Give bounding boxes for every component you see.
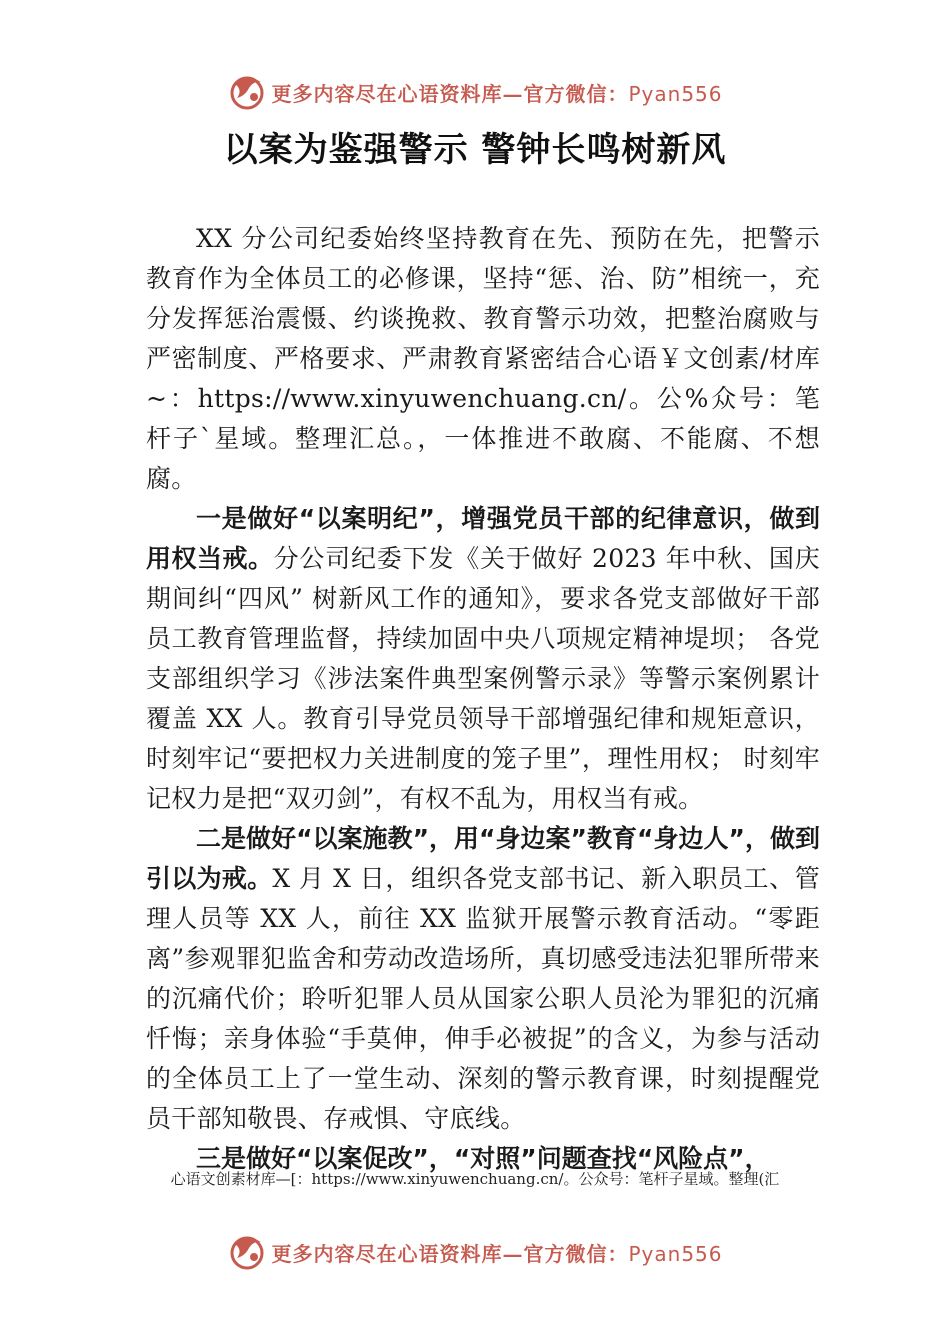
footer-watermark-banner xyxy=(0,1230,950,1274)
paragraph-one xyxy=(146,499,820,819)
page-footer-note: 心语文创素材库—[：https://www.xinyuwenchuang.cn/。公众号：笔杆子星域。整理(汇 xyxy=(170,1170,780,1188)
paragraph-intro-text: XX 分公司纪委始终坚持教育在先、预防在先，把警示教育作为全体员工的必修课，坚持“惩、治、防”相统一，充分发挥惩治震慑、约谈挽救、教育警示功效，把整治腐败与严密制度、严格要求、严肃教育紧密结合心语￥文创素/材库~：https://www.xinyuwenchuang.cn/。公%众号：笔杆子`星域。整理汇总。，一体推进不敢腐、不能腐、不想腐。 xyxy=(146,224,820,493)
document-body xyxy=(146,219,820,1179)
paragraph-two xyxy=(146,819,820,1139)
banner-text: 更多内容尽在心语资料库—官方微信：Pyan556 xyxy=(271,1241,723,1266)
banner-wechat-id: Pyan556 xyxy=(628,81,723,106)
paragraph-one-heading: 一是做好“以案明纪”，增强党员干部的纪律意识，做到用权当戒。 xyxy=(146,504,820,573)
paragraph-two-text: X 月 X 日，组织各党支部书记、新入职员工、管理人员等 XX 人，前往 XX 监狱开展警示教育活动。“零距离”参观罪犯监舍和劳动改造场所，真切感受违法犯罪所带来的沉痛代价；聆听犯罪人员从国家公职人员沦为罪犯的沉痛忏悔；亲身体验“手莫伸，伸手必被捉”的含义，为参与活动的全体员工上了一堂生动、深刻的警示教育课，时刻提醒党员干部知敬畏、存戒惧、守底线。 xyxy=(146,864,820,1133)
paragraph-one-text: 分公司纪委下发《关于做好 2023 年中秋、国庆期间纠“四风” 树新风工作的通知》，要求各党支部做好干部员工教育管理监督，持续加固中央八项规定精神堤坝； 各党支部组织学习《涉法案件典型案例警示录》等警示案例累计覆盖 XX 人。教育引导党员领导干部增强纪律和规矩意识，时刻牢记“要把权力关进制度的笼子里”，理性用权； 时刻牢记权力是把“双刃剑”，有权不乱为，用权当有戒。 xyxy=(146,544,820,813)
paragraph-three-heading: 三是做好“以案促改”，“对照”问题查找“风险点”， xyxy=(196,1144,770,1173)
brand-logo-icon xyxy=(227,1232,267,1272)
paragraph-two-heading: 二是做好“以案施教”，用“身边案”教育“身边人”，做到引以为戒。 xyxy=(146,824,820,893)
paragraph-intro xyxy=(146,219,820,499)
header-watermark-banner xyxy=(0,70,950,114)
brand-logo-icon xyxy=(227,72,267,112)
document-title: 以案为鉴强警示 警钟长鸣树新风 xyxy=(223,130,727,170)
banner-wechat-id: Pyan556 xyxy=(628,1241,723,1266)
banner-text: 更多内容尽在心语资料库—官方微信：Pyan556 xyxy=(271,81,723,106)
